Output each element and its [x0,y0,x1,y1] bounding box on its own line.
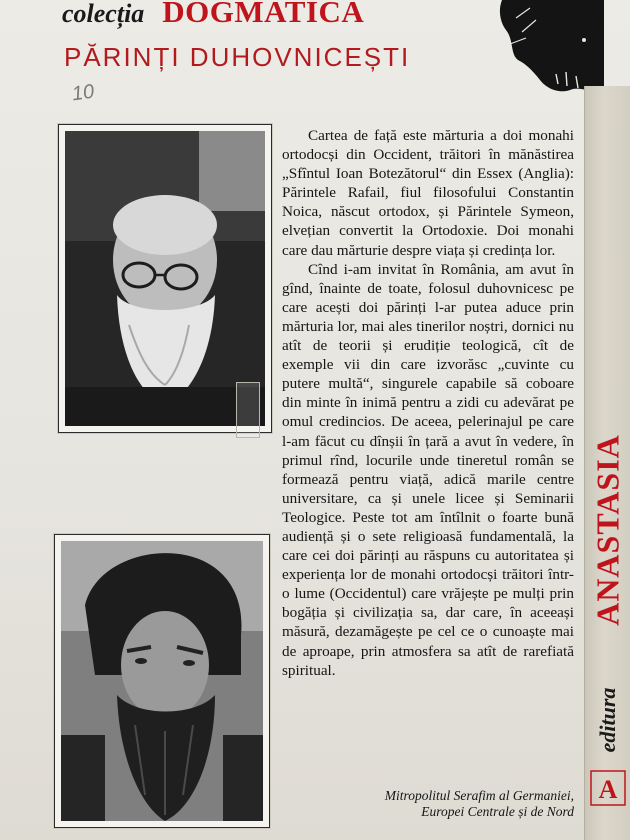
series-name: DOGMATICA [162,0,365,29]
paragraph-2: Cînd i-am invitat în România, am avut în gînd, înainte de toate, folosul duhovnicesc pe care acești doi părinți l-ar putea aduce prin mărturia lor, mai ales tinerilor noștri, dornici nu atît de teorii și erudiție teologică, cît de exemple vii din care izvorăsc „cuvinte cu putere multă“, singurele capabile să coboare din minte în inimă pentru a zidi cu adevărat pe omul credincios. De aceea, pelerinajul pe care l-am făcut cu dînșii în țară a avut în vedere, în primul rînd, locurile unde tineretul român se formează pentru viață, adică marile centre universitare, ca și unele licee și Seminarii Teologice. Peste tot am întîlnit o foarte bună audiență și o sete religioasă fundamentală, la care cei doi părinți au răspuns cu autoritatea și experiența lor de monahi ortodocși trăitori într-o lume (Occidentul) care vrăjește pe mulți prin bogăția și civilizația sa, dar care, în aceeași măsură, dezamăgește pe cel ce o cunoaște mai de aproape, prin atmosfera sa atît de rarefiată spiritual. [282,260,574,679]
logo-letter: A [598,775,618,804]
publisher-logo-icon [590,770,626,806]
publisher-name-block [588,380,628,680]
photo-father-symeon [54,534,270,828]
editura-block [588,680,628,760]
monk-portrait-2 [55,535,269,827]
book-title: PĂRINȚI DUHOVNICEȘTI [64,42,411,72]
back-cover-text [282,126,574,680]
series-label: colecția [62,0,145,28]
series-header [62,0,364,30]
author-signature [254,788,574,820]
library-stamp [236,382,260,438]
handwritten-price-note: 10 [70,80,96,106]
paragraph-1: Cartea de față este mărturia a doi monahi ortodocși din Occident, trăitori în mănăstirea „Sfîntul Ioan Botezătorul“ din Essex (Anglia): Părintele Rafail, fiul filosofului Constantin Noica, născut ortodox, și Părintele Symeon, elvețian convertit la Ortodoxie. Doi monahi care dau mărturie despre viața și credința lor. [282,127,574,259]
signature-line-2: Europei Centrale și de Nord [421,804,574,819]
signature-line-1: Mitropolitul Serafim al Germaniei, [384,788,574,803]
corner-illustration [496,0,604,96]
publisher-name: ANASTASIA [589,434,626,626]
editura-label: editura [595,687,620,753]
